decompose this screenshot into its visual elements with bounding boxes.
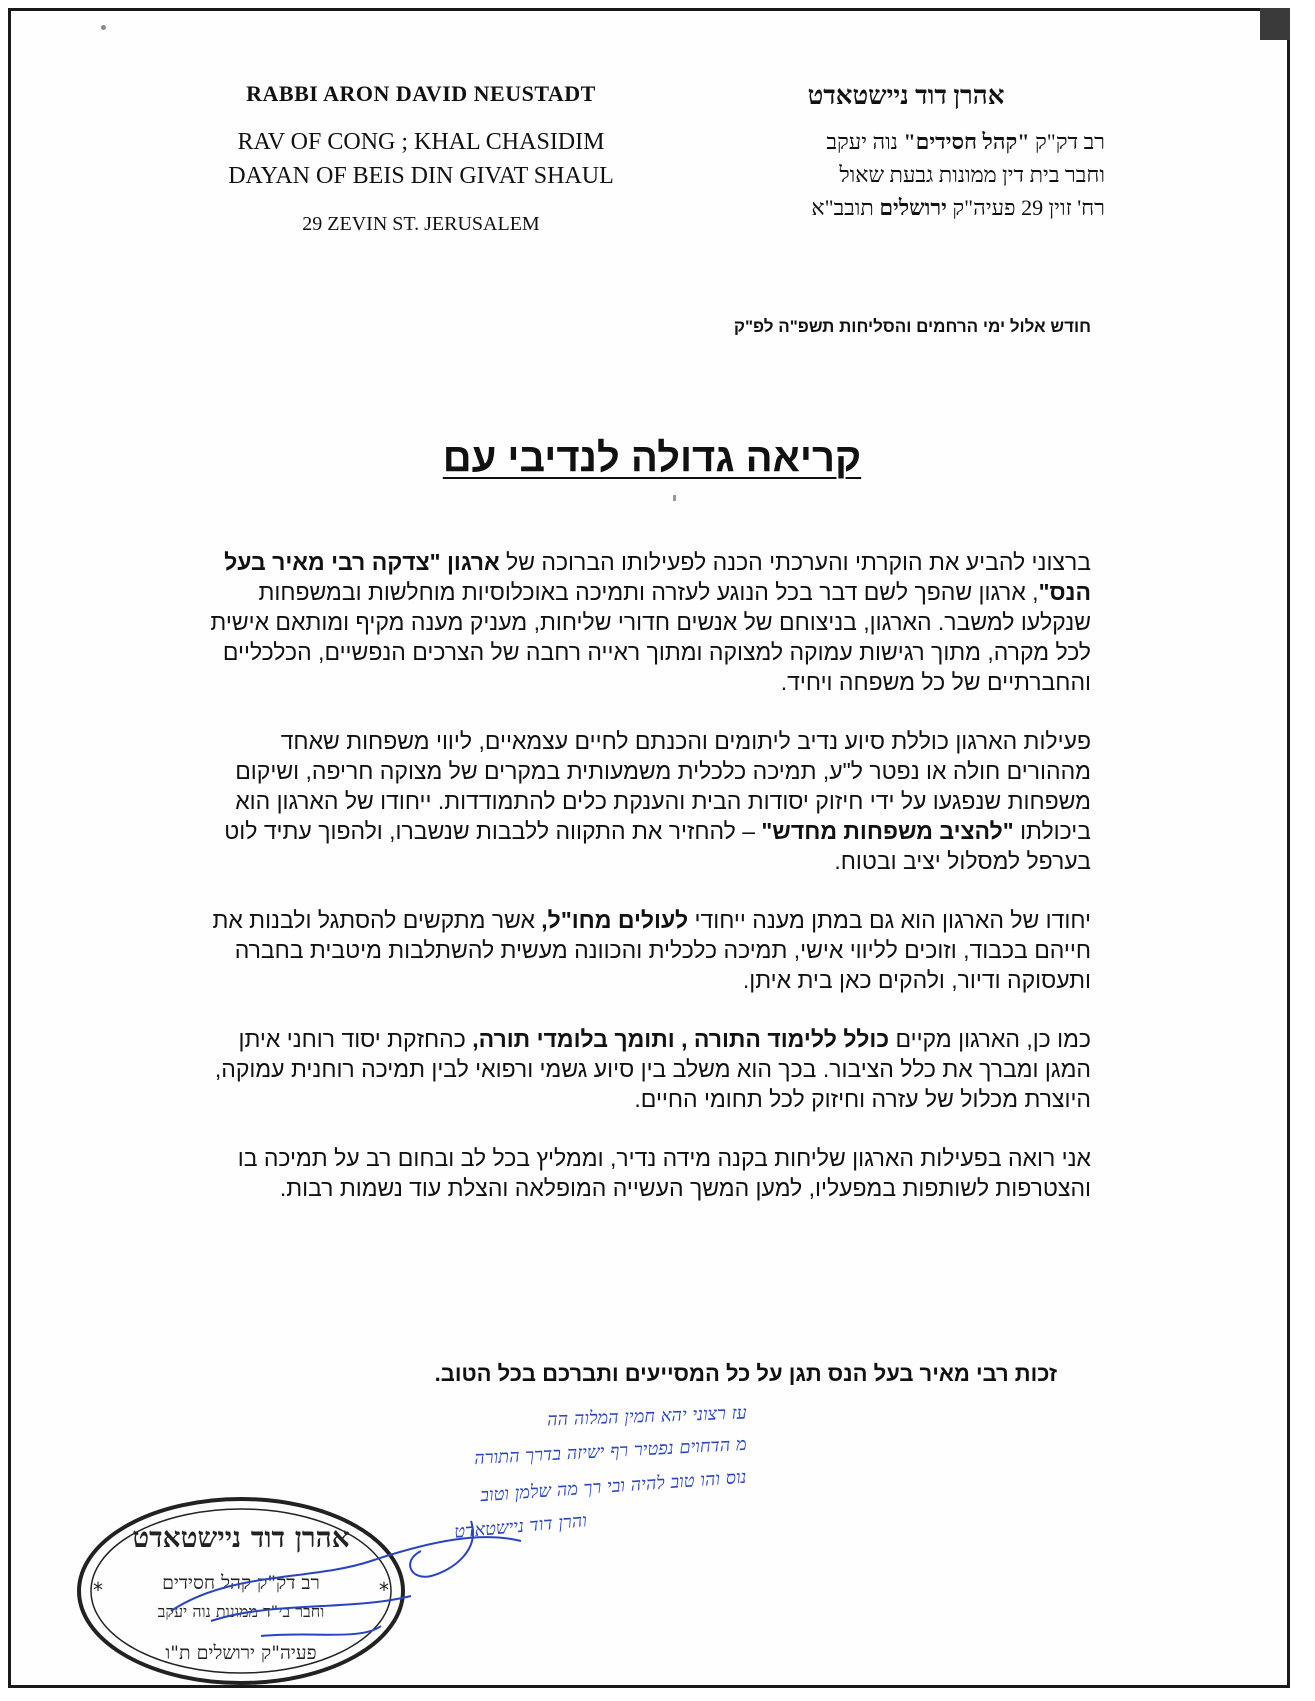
paragraph-3 <box>191 905 1091 995</box>
p1-org-name: ארגון "צדקה רבי מאיר בעל הנס" <box>224 549 1091 605</box>
p4-text-c: כהחזקת יסוד רוחני איתן המגן ומברך את כלל הציבור. בכך הוא משלב בין סיוע גשמי ורפואי לבין תמיכה רוחנית עמוקה, היוצרת מכלול של עזרה וחיזוק לכל תחומי החיים. <box>214 1026 1091 1112</box>
line3-part-a: רח' זוין 29 פעיה"ק <box>952 195 1105 220</box>
line1-part-c: נוה יעקב <box>826 129 898 154</box>
scan-speck <box>673 495 676 501</box>
p4-text-a: כמו כן, הארגון מקיים <box>895 1026 1091 1052</box>
p3-highlight: לעולים מחו"ל, <box>541 907 689 933</box>
handwritten-line-3: נוס והו טוב להיה ובי רך מה שלמן וטוב <box>479 1466 748 1507</box>
address-english: 29 ZEVIN ST. JERUSALEM <box>302 213 540 235</box>
rabbi-name-english: RABBI ARON DAVID NEUSTADT <box>246 81 596 106</box>
p4-highlight: כולל ללימוד התורה , ותומך בלומדי תורה, <box>472 1026 890 1052</box>
letter-page <box>8 8 1290 1688</box>
title-line-2: DAYAN OF BEIS DIN GIVAT SHAUL <box>228 163 614 189</box>
line1-part-a: רב דק"ק <box>1034 129 1105 154</box>
letter-title <box>11 436 1293 481</box>
stamp-line-2: וחבר בי"ד ממונות נוה יעקב <box>157 1602 325 1621</box>
paragraph-1 <box>191 547 1091 697</box>
paragraph-5: אני רואה בפעילות הארגון שליחות בקנה מידה נדיר, וממליץ בכל לב ובחום רב על תמיכה בו והצטרפות לשותפות במפעליו, למען המשך העשייה המופלאה והצלת עוד נשמות רבות. <box>237 1145 1091 1201</box>
line3-part-c: תובב"א <box>811 195 874 220</box>
scan-speck <box>101 25 106 30</box>
closing-blessing: זכות רבי מאיר בעל הנס תגן על כל המסייעים ותברכם בכל הטוב. <box>434 1361 1057 1386</box>
signature-scribble <box>51 1461 691 1691</box>
paragraph-4 <box>191 1024 1091 1114</box>
hebrew-title-line-2: וחבר בית דין ממונות גבעת שאול <box>839 162 1105 187</box>
svg-text:*: * <box>379 1578 389 1602</box>
p1-text-c: , ארגון שהפך לשם דבר בכל הנוגע לעזרה ותמיכה באוכלוסיות מוחלשות ובמשפחות שנקלעו למשבר. הארגון, בניצוחם של אנשים חדורי שליחות, מעניק מענה מקיף ומותאם אישית לכל מקרה, מתוך רגישות עמוקה למצוקה ומתוך ראייה רחבה של הצרכים הנפשיים, הכלכליים והחברתיים של כל משפחה ויחיד. <box>210 579 1091 695</box>
letterhead-hebrew <box>701 81 1111 224</box>
letter-date: חודש אלול ימי הרחמים והסליחות תשפ"ה לפ"ק <box>733 317 1091 336</box>
p3-text-a: יחודו של הארגון הוא גם במתן מענה ייחודי <box>694 907 1091 933</box>
p1-text-a: ברצוני להביע את הוקרתי והערכתי הכנה לפעילותו הברוכה של <box>506 549 1091 575</box>
p2-highlight: "להציב משפחות מחדש" <box>761 818 1014 844</box>
rabbi-name-hebrew: אהרן דוד ניישטאדט <box>807 81 1005 110</box>
stamp-name: אהרן דוד ניישטאדט <box>132 1521 350 1554</box>
line1-part-b: "קהל חסידים" <box>903 129 1030 154</box>
handwritten-line-4: והרן דוד ניישטאדט <box>453 1510 588 1543</box>
handwritten-line-2: מ הדחוים נפטיר רף ישיזה בדרך התורה <box>473 1433 748 1470</box>
stamp-line-1: רב דק"ק קהל חסידים <box>162 1572 320 1594</box>
svg-text:*: * <box>93 1578 103 1602</box>
line3-part-b: ירושלים <box>879 195 947 220</box>
p3-text-c: אשר מתקשים להסתגל ולבנות את חייהם בכבוד, וזוכים לליווי אישי, תמיכה כלכלית והכוונה מעשית להשתלבות מיטבית בחברה ותעסוקה ודיור, ולהקים כאן בית איתן. <box>212 907 1091 993</box>
p2-text-a: פעילות הארגון כוללת סיוע נדיב ליתומים והכנתם לחיים עצמאיים, ליווי משפחות שאחד מההורים חולה או נפטר ל"ע, תמיכה כלכלית משמעותית במקרים של מצוקה חריפה, ושיקום משפחות שנפגעו על ידי חיזוק יסודות הבית והענקת כלים להתמודדות. ייחודו של הארגון הוא ביכולתו <box>235 728 1091 844</box>
stamp-line-3: פעיה"ק ירושלים ת"ו <box>165 1642 317 1664</box>
letter-body <box>191 547 1091 1232</box>
paragraph-2 <box>191 726 1091 876</box>
title-line-1: RAV OF CONG ; KHAL CHASIDIM <box>237 129 605 155</box>
hebrew-address-line <box>701 191 1111 224</box>
title-text: קריאה גדולה לנדיבי עם <box>442 436 862 480</box>
scan-corner-mark <box>1260 8 1290 40</box>
p2-text-c: – להחזיר את התקווה ללבבות שנשברו, ולהפוך עתיד לוט בערפל למסלול יציב ובטוח. <box>224 818 1091 874</box>
letterhead-english <box>171 81 671 236</box>
hebrew-title-line-1 <box>701 125 1111 158</box>
handwritten-line-1: עז רצוני יהא חמין המלוה הה <box>546 1402 748 1431</box>
